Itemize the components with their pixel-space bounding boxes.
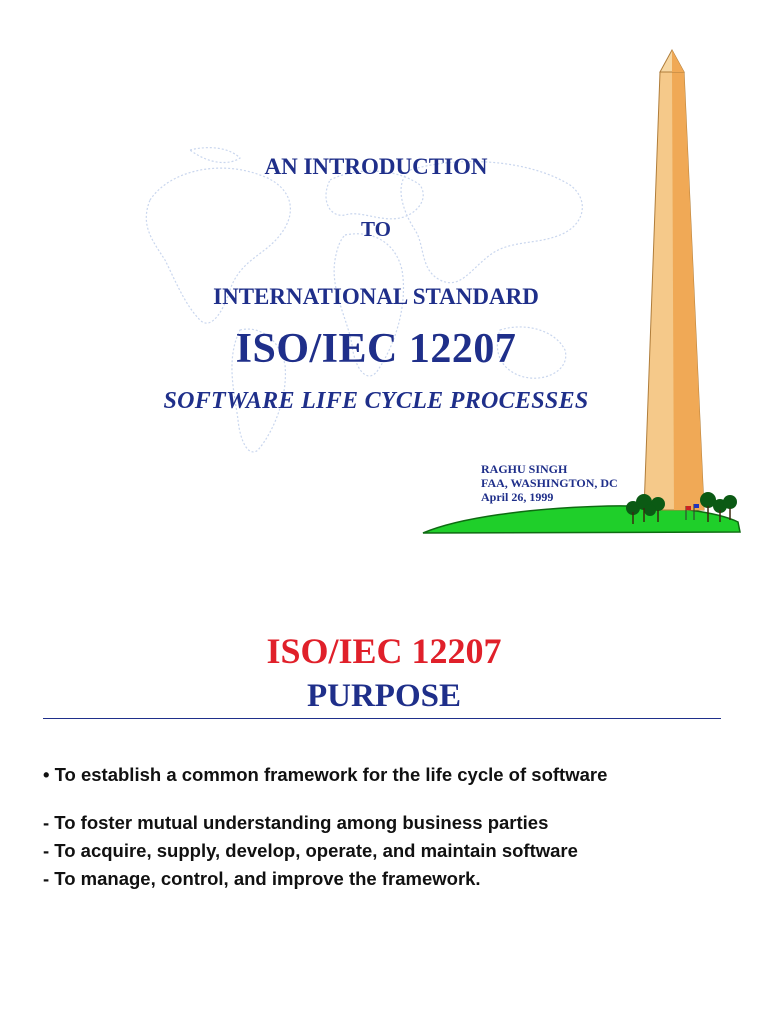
presentation-date: April 26, 1999 <box>481 490 554 504</box>
heading-divider <box>43 718 721 719</box>
slide-title: ISO/IEC 12207 <box>235 326 517 372</box>
tree-cluster-right <box>700 492 737 513</box>
purpose-slide-title: ISO/IEC 12207 <box>266 631 502 671</box>
bullet-list <box>43 764 607 896</box>
purpose-heading: PURPOSE <box>306 678 461 714</box>
slide-subtitle: SOFTWARE LIFE CYCLE PROCESSES <box>163 388 589 414</box>
bullet-item: • To establish a common framework for the life cycle of software <box>43 764 608 785</box>
author-organization: FAA, WASHINGTON, DC <box>481 476 618 490</box>
author-block <box>481 462 618 504</box>
intro-line: AN INTRODUCTION <box>264 154 488 179</box>
sub-item-list <box>43 812 607 890</box>
to-line: TO <box>361 217 391 241</box>
sub-item: - To manage, control, and improve the framework. <box>43 868 481 889</box>
sub-item: - To acquire, supply, develop, operate, and maintain software <box>43 840 578 861</box>
sub-item: - To foster mutual understanding among business parties <box>43 812 549 833</box>
standard-line: INTERNATIONAL STANDARD <box>213 284 539 309</box>
purpose-slide <box>0 600 768 1024</box>
author-name: RAGHU SINGH <box>481 462 568 476</box>
